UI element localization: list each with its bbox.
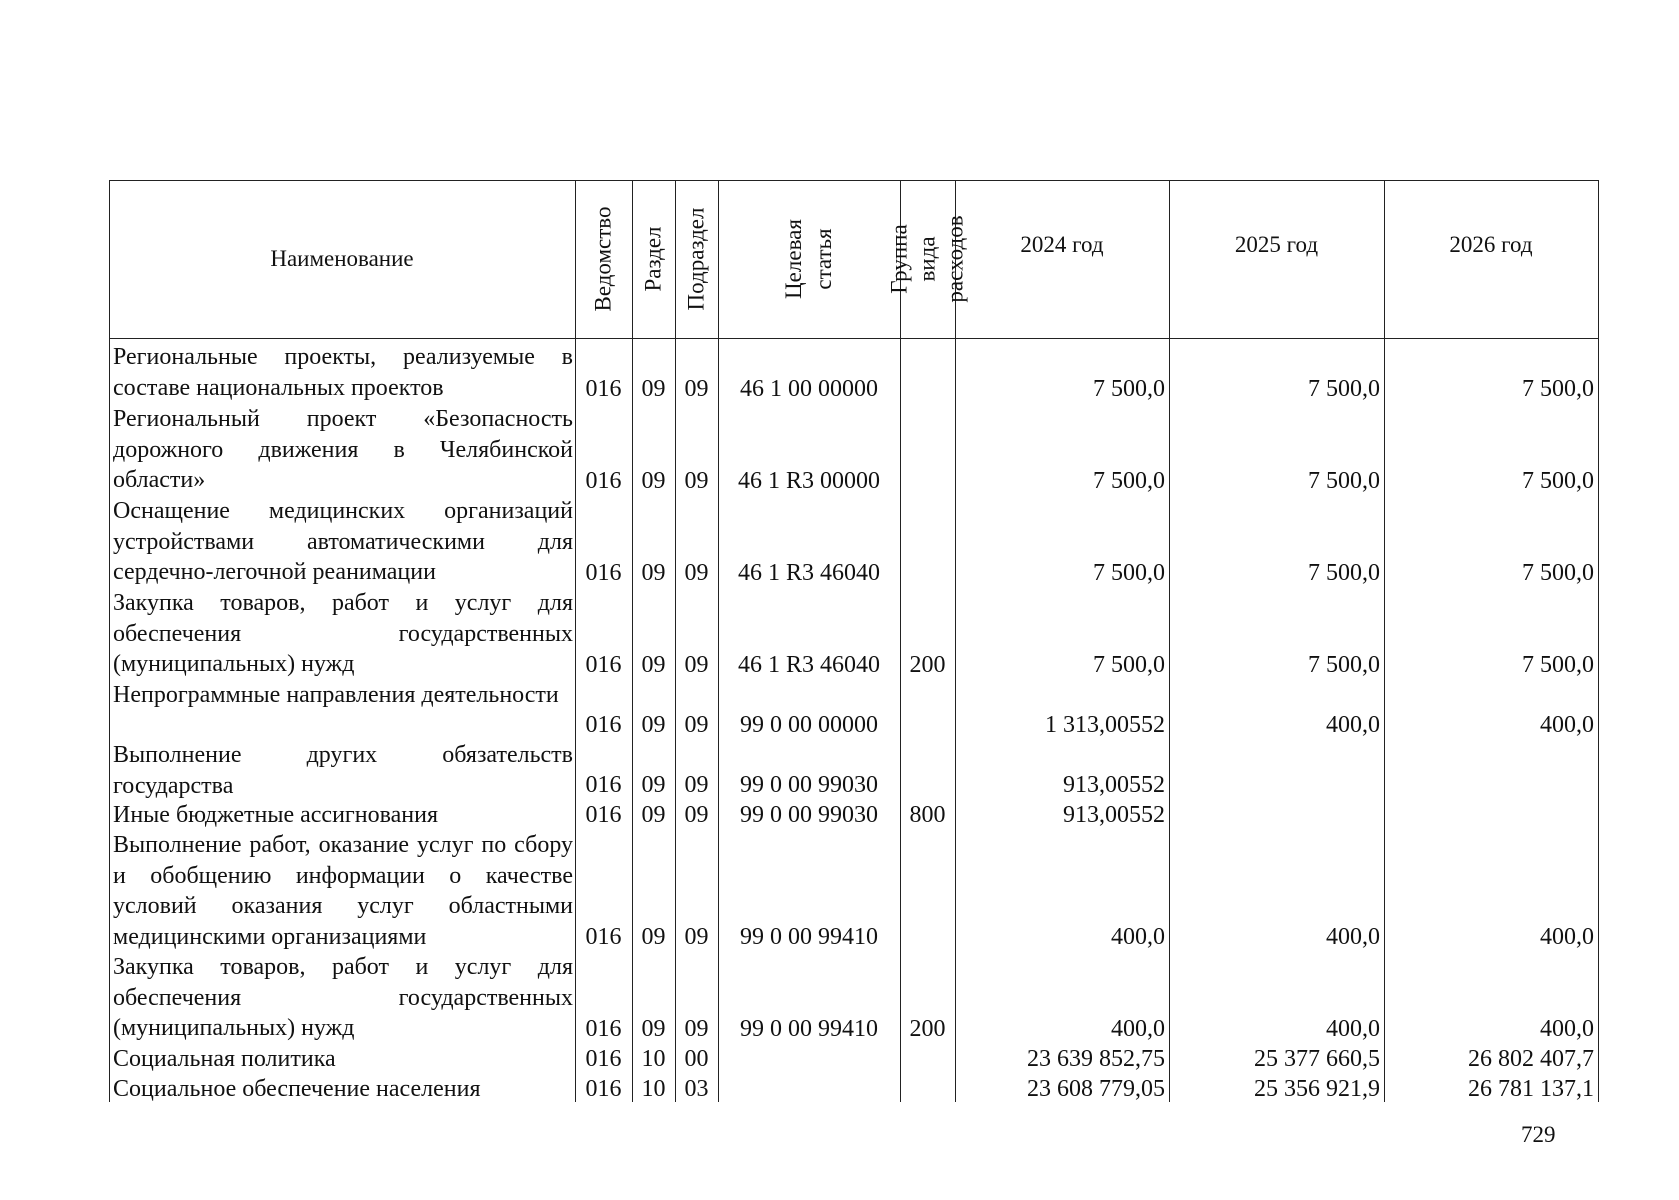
row-sub: 09: [684, 1015, 709, 1042]
table-row: [109, 830, 1599, 952]
row-value-2024: 7 500,0: [1093, 651, 1165, 678]
row-value-2026: 26 802 407,7: [1468, 1045, 1594, 1072]
row-grp: 200: [909, 1015, 946, 1042]
row-value-2025: 7 500,0: [1308, 559, 1380, 586]
row-value-2025: 400,0: [1326, 711, 1380, 738]
table-row: [109, 496, 1599, 588]
row-value-2024: 7 500,0: [1093, 467, 1165, 494]
row-value-2025: 25 356 921,9: [1254, 1075, 1380, 1102]
row-value-2025: 25 377 660,5: [1254, 1045, 1380, 1072]
row-value-2025: 7 500,0: [1308, 375, 1380, 402]
header-exp-group-text: Группа вида расходов: [886, 215, 968, 303]
row-value-2026: 7 500,0: [1522, 375, 1594, 402]
row-dept: 016: [585, 1045, 622, 1072]
row-sec: 09: [641, 923, 666, 950]
row-dept: 016: [585, 651, 622, 678]
header-2026-text: 2026 год: [1449, 232, 1533, 257]
row-value-2024: 913,00552: [1063, 771, 1165, 798]
row-dept: 016: [585, 1075, 622, 1102]
table-row: [109, 342, 1599, 404]
row-sub: 09: [684, 801, 709, 828]
row-sub: 09: [684, 771, 709, 798]
row-sub: 09: [684, 711, 709, 738]
budget-table: [109, 180, 1599, 1102]
row-name: Социальная политика: [113, 1046, 336, 1072]
row-sec: 09: [641, 1015, 666, 1042]
row-sec: 09: [641, 559, 666, 586]
row-sub: 03: [684, 1075, 709, 1102]
table-row: [109, 404, 1599, 496]
row-sub: 09: [684, 375, 709, 402]
row-value-2026: 7 500,0: [1522, 651, 1594, 678]
row-value-2024: 400,0: [1111, 923, 1165, 950]
row-name: Оснащение медицинских организаций устройствами автоматическими для сердечно-легочной реанимации: [113, 498, 573, 585]
row-target: 99 0 00 99030: [740, 801, 878, 828]
table-row: [109, 588, 1599, 680]
row-name: Выполнение других обязательств государства: [113, 742, 573, 799]
row-dept: 016: [585, 711, 622, 738]
row-sub: 09: [684, 651, 709, 678]
table-row: [109, 680, 1599, 740]
header-target-text: Целевая статья: [781, 219, 836, 299]
row-sec: 09: [641, 801, 666, 828]
row-grp: 800: [909, 801, 946, 828]
row-name: Региональные проекты, реализуемые в составе национальных проектов: [113, 344, 573, 401]
header-name: [109, 180, 575, 338]
header-section: [632, 180, 675, 338]
row-value-2025: 400,0: [1326, 923, 1380, 950]
header-target: [718, 180, 900, 338]
table-row: [109, 952, 1599, 1044]
row-dept: 016: [585, 375, 622, 402]
header-2025: [1169, 180, 1384, 310]
row-sec: 09: [641, 711, 666, 738]
header-dept: [575, 180, 632, 338]
row-name: Непрограммные направления деятельности: [113, 682, 559, 708]
row-value-2024: 7 500,0: [1093, 375, 1165, 402]
row-target: 46 1 R3 46040: [737, 651, 880, 678]
row-value-2024: 23 608 779,05: [1027, 1075, 1165, 1102]
row-sec: 09: [641, 651, 666, 678]
row-target: 46 1 00 00000: [740, 375, 878, 402]
header-exp-group: [886, 180, 968, 338]
header-2024-text: 2024 год: [1020, 232, 1104, 257]
row-target: 46 1 R3 00000: [737, 467, 880, 494]
row-value-2024: 7 500,0: [1093, 559, 1165, 586]
row-value-2026: 7 500,0: [1522, 559, 1594, 586]
row-value-2025: 400,0: [1326, 1015, 1380, 1042]
row-name: Закупка товаров, работ и услуг для обеспечения государственных (муниципальных) нужд: [113, 954, 573, 1041]
row-dept: 016: [585, 1015, 622, 1042]
row-sub: 00: [684, 1045, 709, 1072]
row-sec: 10: [641, 1045, 666, 1072]
row-value-2024: 400,0: [1111, 1015, 1165, 1042]
row-value-2025: 7 500,0: [1308, 651, 1380, 678]
row-grp: 200: [909, 651, 946, 678]
page-number: 729: [1521, 1122, 1556, 1147]
row-name: Социальное обеспечение населения: [113, 1076, 481, 1102]
row-value-2026: 400,0: [1540, 711, 1594, 738]
row-value-2026: 7 500,0: [1522, 467, 1594, 494]
table-row: [109, 1044, 1599, 1074]
row-value-2024: 1 313,00552: [1045, 711, 1165, 738]
header-2024: [955, 180, 1169, 310]
row-sec: 09: [641, 467, 666, 494]
row-value-2025: 7 500,0: [1308, 467, 1380, 494]
row-sub: 09: [684, 923, 709, 950]
header-dept-text: Ведомство: [590, 206, 616, 312]
row-dept: 016: [585, 801, 622, 828]
header-2025-text: 2025 год: [1234, 232, 1319, 257]
row-target: 99 0 00 99410: [740, 923, 878, 950]
table-row: [109, 740, 1599, 800]
table-row: [109, 800, 1599, 830]
header-2026: [1384, 180, 1598, 310]
row-target: 46 1 R3 46040: [737, 559, 880, 586]
row-sec: 09: [641, 771, 666, 798]
header-name-text: Наименование: [270, 246, 414, 271]
row-value-2026: 400,0: [1540, 923, 1594, 950]
row-name: Выполнение работ, оказание услуг по сбору и обобщению информации о качестве условий оказания услуг областными медицинскими организациями: [113, 832, 573, 950]
row-target: 99 0 00 00000: [740, 711, 878, 738]
table-row: [109, 1074, 1599, 1104]
row-dept: 016: [585, 923, 622, 950]
header-subsection: [675, 180, 718, 338]
row-name: Закупка товаров, работ и услуг для обеспечения государственных (муниципальных) нужд: [113, 590, 573, 677]
row-name: Иные бюджетные ассигнования: [113, 802, 438, 828]
row-value-2024: 913,00552: [1063, 801, 1165, 828]
row-value-2024: 23 639 852,75: [1027, 1045, 1165, 1072]
row-name: Региональный проект «Безопасность дорожного движения в Челябинской области»: [113, 406, 573, 493]
row-value-2026: 26 781 137,1: [1468, 1075, 1594, 1102]
row-sub: 09: [684, 559, 709, 586]
row-dept: 016: [585, 467, 622, 494]
header-bottom-border: [109, 338, 1599, 339]
row-dept: 016: [585, 559, 622, 586]
header-subsection-text: Подраздел: [683, 207, 709, 311]
row-sec: 09: [641, 375, 666, 402]
row-dept: 016: [585, 771, 622, 798]
row-value-2026: 400,0: [1540, 1015, 1594, 1042]
row-sub: 09: [684, 467, 709, 494]
row-target: 99 0 00 99030: [740, 771, 878, 798]
row-sec: 10: [641, 1075, 666, 1102]
row-target: 99 0 00 99410: [740, 1015, 878, 1042]
header-section-text: Раздел: [640, 226, 666, 292]
